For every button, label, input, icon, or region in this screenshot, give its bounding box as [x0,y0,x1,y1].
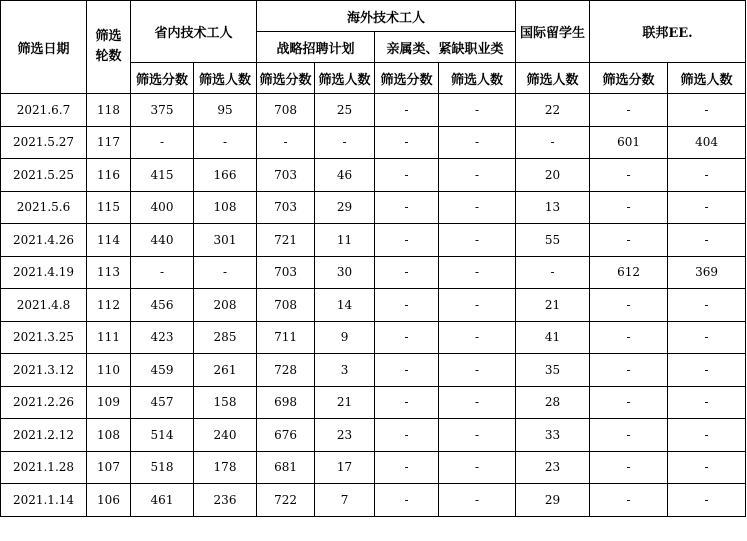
cell-provincial-score: 514 [131,419,194,452]
table-row [1,159,746,192]
cell-provincial-score: 459 [131,354,194,387]
cell-round: 110 [87,354,131,387]
cell-family-count: - [439,256,516,289]
cell-strategic-score: 703 [257,159,315,192]
cell-date: 2021.2.26 [1,386,87,419]
cell-federal-score: - [590,321,668,354]
header-federal-count: 筛选人数 [668,63,746,94]
cell-intl-count: 41 [516,321,590,354]
cell-intl-count: 13 [516,191,590,224]
cell-family-score: - [375,289,439,322]
cell-strategic-score: 703 [257,191,315,224]
cell-strategic-count: 23 [315,419,375,452]
cell-strategic-score: 721 [257,224,315,257]
table-row [1,191,746,224]
cell-provincial-count: 166 [194,159,257,192]
table-row [1,451,746,484]
cell-provincial-score: - [131,126,194,159]
cell-date: 2021.6.7 [1,94,87,127]
cell-federal-count: 404 [668,126,746,159]
cell-date: 2021.1.14 [1,484,87,517]
cell-provincial-count: 261 [194,354,257,387]
cell-family-count: - [439,386,516,419]
cell-provincial-count: 208 [194,289,257,322]
header-overseas: 海外技术工人 [257,1,516,32]
header-round-text: 筛选 轮数 [95,29,122,64]
header-family: 亲属类、紧缺职业类 [375,32,516,63]
cell-federal-count: - [668,354,746,387]
cell-intl-count: 35 [516,354,590,387]
cell-intl-count: 22 [516,94,590,127]
cell-family-count: - [439,484,516,517]
cell-family-count: - [439,191,516,224]
cell-intl-count: - [516,256,590,289]
cell-date: 2021.2.12 [1,419,87,452]
cell-provincial-count: 95 [194,94,257,127]
cell-intl-count: 23 [516,451,590,484]
cell-intl-count: 33 [516,419,590,452]
cell-federal-count: - [668,484,746,517]
cell-provincial-count: 301 [194,224,257,257]
cell-round: 114 [87,224,131,257]
cell-strategic-count: 11 [315,224,375,257]
cell-strategic-count: 25 [315,94,375,127]
cell-strategic-score: 708 [257,94,315,127]
cell-provincial-count: 240 [194,419,257,452]
cell-round: 107 [87,451,131,484]
cell-round: 118 [87,94,131,127]
cell-round: 108 [87,419,131,452]
cell-federal-score: - [590,386,668,419]
header-intl-count: 筛选人数 [516,63,590,94]
cell-federal-score: - [590,159,668,192]
cell-strategic-count: 21 [315,386,375,419]
cell-federal-score: - [590,191,668,224]
cell-date: 2021.1.28 [1,451,87,484]
cell-federal-score: - [590,289,668,322]
cell-intl-count: 21 [516,289,590,322]
cell-family-count: - [439,224,516,257]
cell-provincial-score: 415 [131,159,194,192]
cell-federal-count: - [668,386,746,419]
cell-intl-count: 29 [516,484,590,517]
cell-family-score: - [375,224,439,257]
cell-date: 2021.4.8 [1,289,87,322]
cell-family-count: - [439,289,516,322]
cell-date: 2021.5.6 [1,191,87,224]
header-family-count: 筛选人数 [439,63,516,94]
cell-federal-score: - [590,484,668,517]
cell-provincial-count: 158 [194,386,257,419]
table-row [1,94,746,127]
cell-provincial-count: 236 [194,484,257,517]
table-row [1,484,746,517]
cell-family-score: - [375,451,439,484]
cell-federal-count: 369 [668,256,746,289]
header-family-score: 筛选分数 [375,63,439,94]
header-provincial-count: 筛选人数 [194,63,257,94]
cell-provincial-score: 461 [131,484,194,517]
cell-provincial-count: - [194,126,257,159]
cell-provincial-score: 440 [131,224,194,257]
cell-federal-score: - [590,419,668,452]
cell-strategic-count: 29 [315,191,375,224]
cell-provincial-count: 178 [194,451,257,484]
cell-intl-count: 28 [516,386,590,419]
table-row [1,256,746,289]
cell-strategic-count: - [315,126,375,159]
table-header [1,1,746,94]
cell-federal-score: 612 [590,256,668,289]
cell-strategic-count: 14 [315,289,375,322]
cell-strategic-score: 711 [257,321,315,354]
header-federal: 联邦EE. [590,1,746,63]
cell-round: 115 [87,191,131,224]
cell-provincial-score: 375 [131,94,194,127]
cell-strategic-score: 728 [257,354,315,387]
cell-family-score: - [375,419,439,452]
cell-date: 2021.4.26 [1,224,87,257]
cell-family-score: - [375,191,439,224]
cell-round: 113 [87,256,131,289]
cell-strategic-score: - [257,126,315,159]
cell-strategic-score: 681 [257,451,315,484]
cell-federal-score: - [590,224,668,257]
cell-family-score: - [375,159,439,192]
cell-federal-score: - [590,94,668,127]
cell-intl-count: 20 [516,159,590,192]
table-row [1,354,746,387]
cell-family-count: - [439,126,516,159]
cell-provincial-count: 108 [194,191,257,224]
header-round [87,1,131,94]
cell-round: 112 [87,289,131,322]
cell-round: 116 [87,159,131,192]
cell-federal-count: - [668,94,746,127]
table-row [1,419,746,452]
header-provincial: 省内技术工人 [131,1,257,63]
table-body [1,94,746,517]
cell-federal-score: - [590,354,668,387]
table-row [1,289,746,322]
cell-strategic-count: 3 [315,354,375,387]
cell-federal-count: - [668,289,746,322]
cell-provincial-count: - [194,256,257,289]
cell-round: 109 [87,386,131,419]
cell-federal-count: - [668,451,746,484]
cell-family-count: - [439,321,516,354]
cell-round: 111 [87,321,131,354]
cell-provincial-count: 285 [194,321,257,354]
cell-round: 117 [87,126,131,159]
cell-provincial-score: 518 [131,451,194,484]
cell-intl-count: 55 [516,224,590,257]
header-strategic: 战略招聘计划 [257,32,375,63]
cell-round: 106 [87,484,131,517]
cell-family-count: - [439,451,516,484]
cell-strategic-score: 722 [257,484,315,517]
cell-family-score: - [375,354,439,387]
table-row [1,126,746,159]
cell-provincial-score: 456 [131,289,194,322]
cell-provincial-score: 457 [131,386,194,419]
cell-provincial-score: 423 [131,321,194,354]
cell-family-score: - [375,484,439,517]
header-strategic-score: 筛选分数 [257,63,315,94]
table-row [1,224,746,257]
cell-family-score: - [375,256,439,289]
cell-family-count: - [439,419,516,452]
cell-family-count: - [439,159,516,192]
cell-family-score: - [375,386,439,419]
cell-federal-count: - [668,224,746,257]
cell-federal-count: - [668,419,746,452]
cell-date: 2021.5.25 [1,159,87,192]
cell-family-count: - [439,354,516,387]
cell-family-score: - [375,126,439,159]
cell-provincial-score: - [131,256,194,289]
cell-strategic-count: 30 [315,256,375,289]
cell-strategic-count: 7 [315,484,375,517]
cell-federal-count: - [668,159,746,192]
cell-strategic-count: 17 [315,451,375,484]
cell-strategic-score: 676 [257,419,315,452]
header-intl: 国际留学生 [516,1,590,63]
header-provincial-score: 筛选分数 [131,63,194,94]
cell-strategic-count: 9 [315,321,375,354]
cell-provincial-score: 400 [131,191,194,224]
cell-intl-count: - [516,126,590,159]
cell-federal-score: 601 [590,126,668,159]
cell-federal-count: - [668,321,746,354]
cell-date: 2021.4.19 [1,256,87,289]
table-row [1,321,746,354]
header-date: 筛选日期 [1,1,87,94]
cell-date: 2021.5.27 [1,126,87,159]
header-strategic-count: 筛选人数 [315,63,375,94]
cell-strategic-score: 698 [257,386,315,419]
cell-family-score: - [375,94,439,127]
cell-federal-score: - [590,451,668,484]
cell-date: 2021.3.12 [1,354,87,387]
header-federal-score: 筛选分数 [590,63,668,94]
cell-family-count: - [439,94,516,127]
cell-strategic-score: 703 [257,256,315,289]
table-row [1,386,746,419]
cell-date: 2021.3.25 [1,321,87,354]
cell-strategic-count: 46 [315,159,375,192]
cell-strategic-score: 708 [257,289,315,322]
cell-family-score: - [375,321,439,354]
cell-federal-count: - [668,191,746,224]
